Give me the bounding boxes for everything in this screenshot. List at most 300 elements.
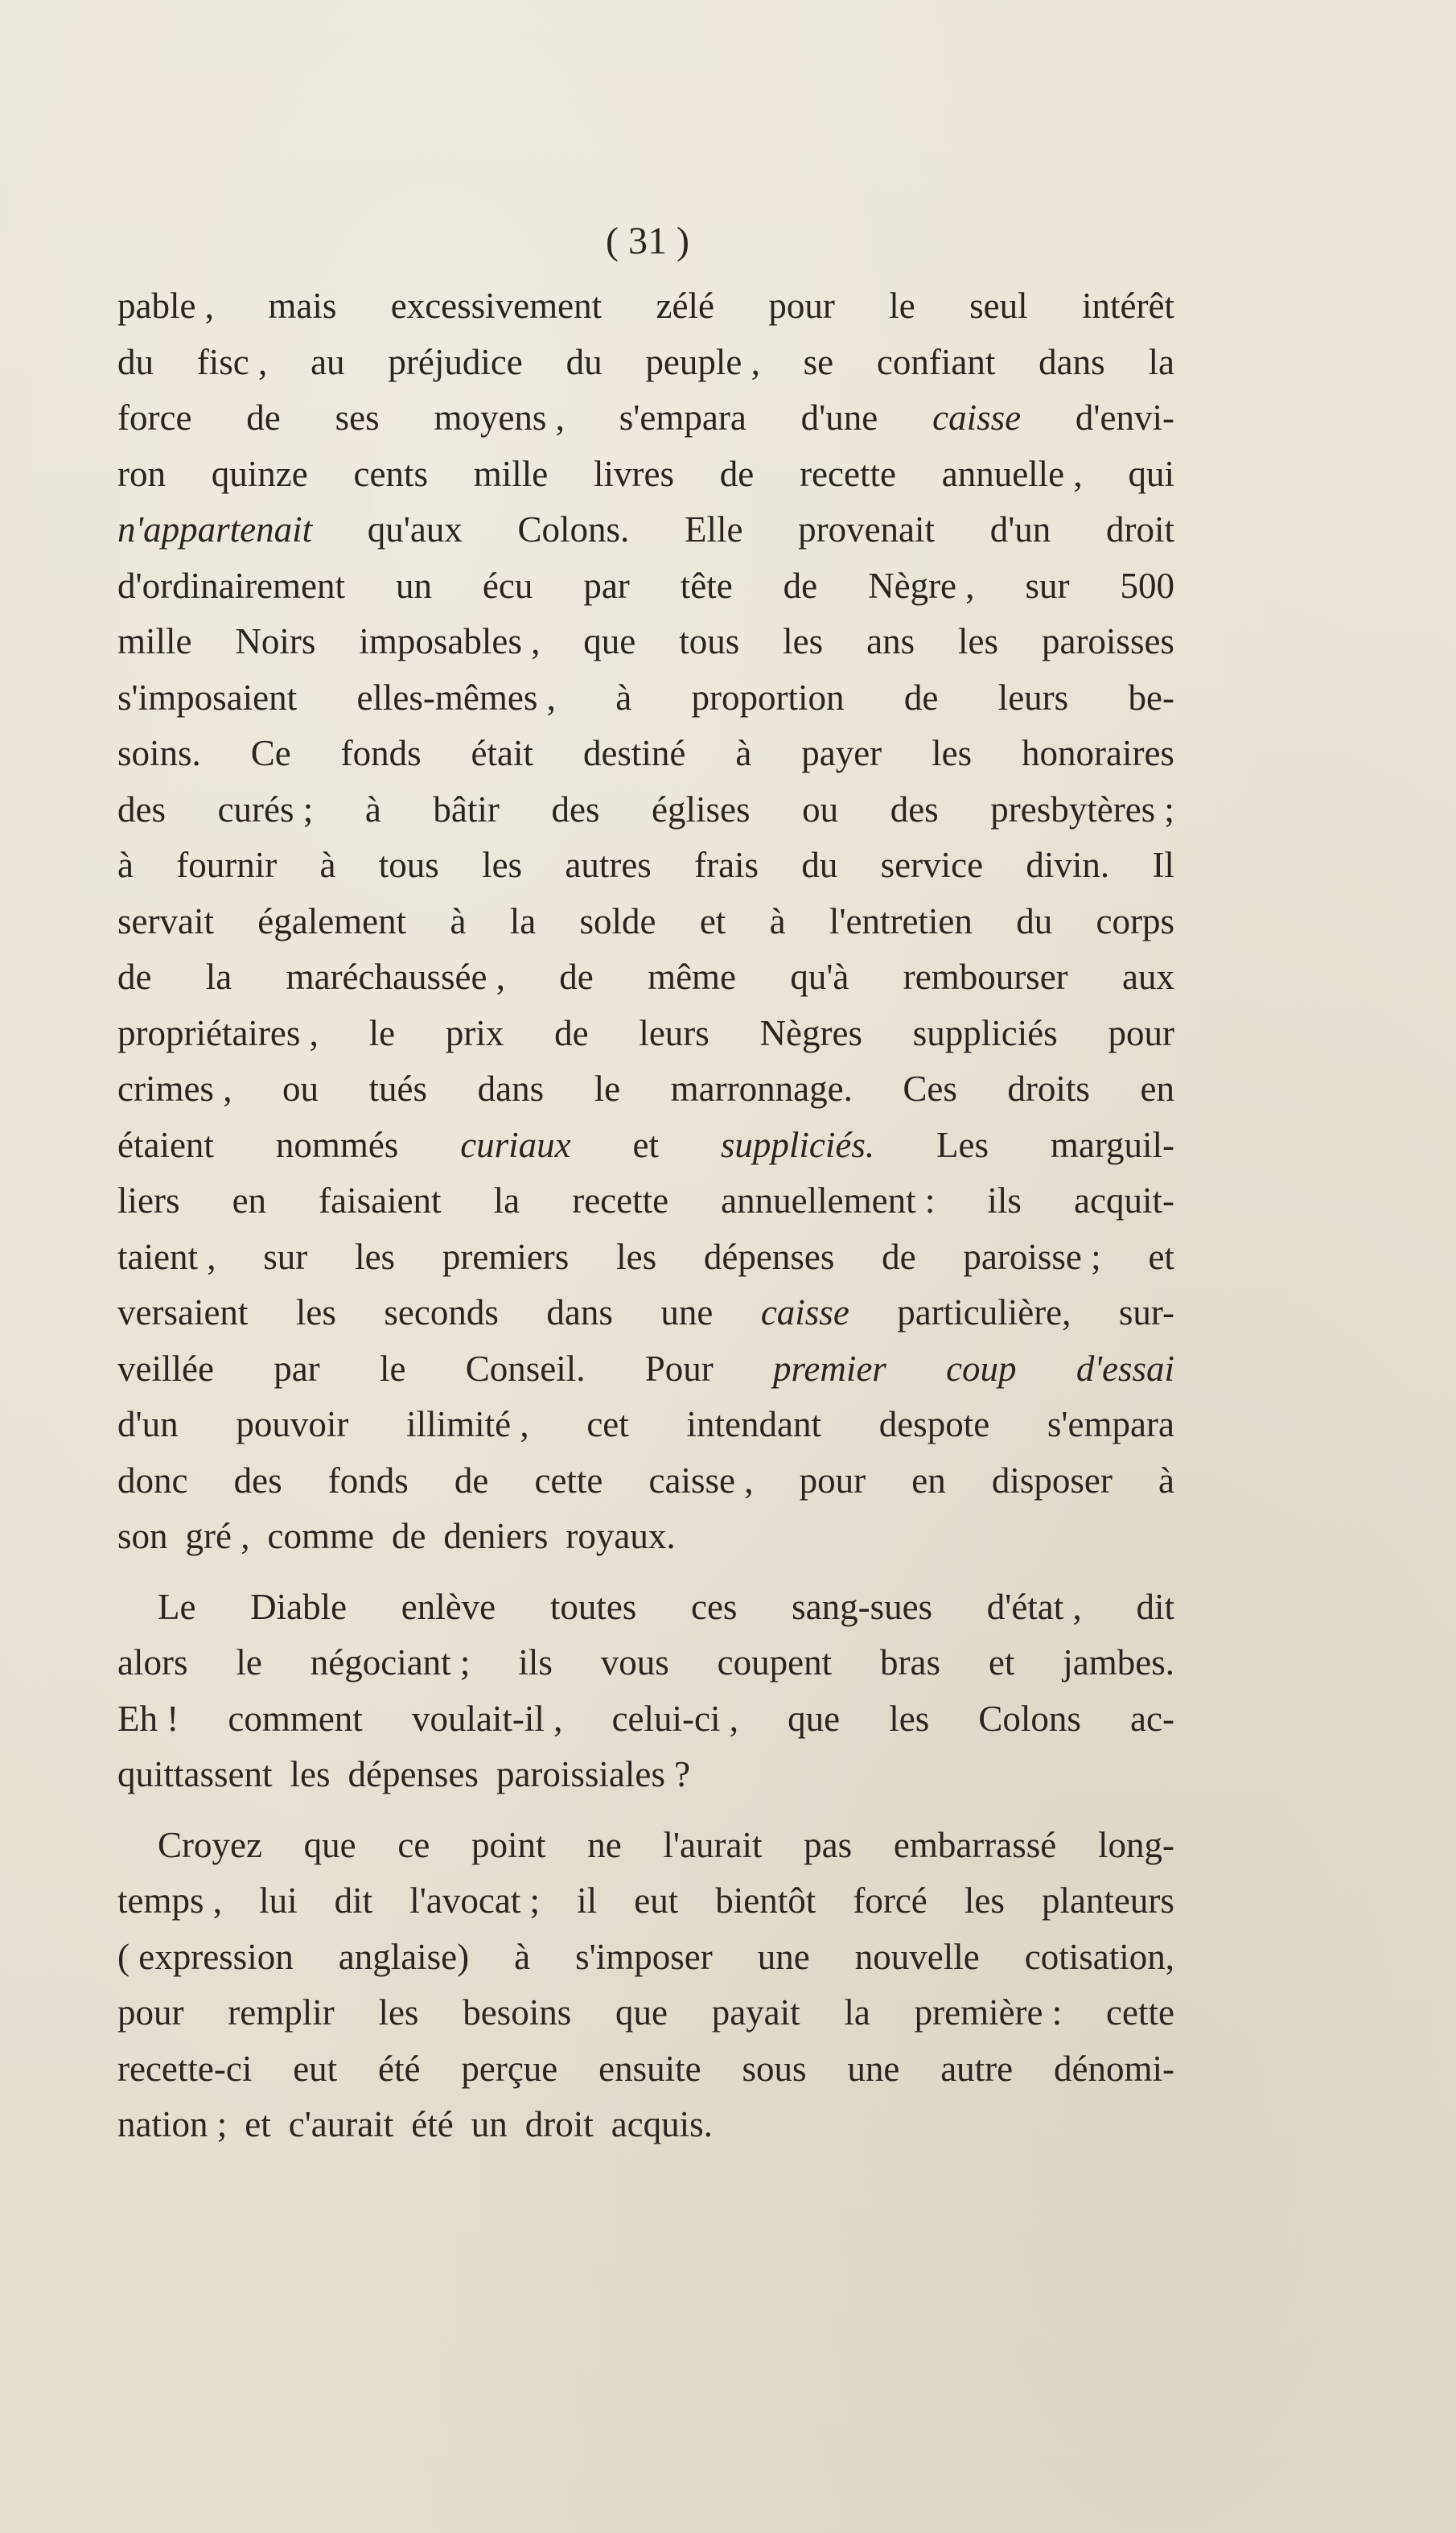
word: en [232,1180,267,1221]
word: un [471,2104,508,2144]
word: Elle [684,509,743,550]
word: frais [694,845,759,885]
word: les [783,621,824,661]
word: d'envi- [1075,397,1174,438]
word: étaient [117,1124,214,1165]
text-line [117,1691,1174,1748]
word: le [379,1348,406,1389]
word: qu'aux [367,509,463,550]
word: de [719,453,755,494]
word: en [1140,1069,1174,1109]
word: recette [800,453,896,494]
word: les [964,1880,1005,1921]
word: dénomi- [1053,2048,1174,2089]
word: long- [1097,1824,1174,1865]
text-line [117,726,1174,782]
word: tête [680,565,733,606]
word: du [566,341,603,382]
word: provenait [798,509,936,550]
word: n'appartenait [117,509,313,550]
word: la [493,1180,520,1221]
word: be- [1128,677,1174,718]
word: églises [652,789,751,830]
word: pable , [117,286,214,326]
text-line [117,614,1174,670]
word: quittassent [117,1754,273,1794]
word: moyens , [434,397,565,438]
word: suppliciés [912,1012,1058,1053]
word: dans [477,1069,545,1109]
word: s'empara [1047,1404,1174,1444]
word: Ces [903,1069,957,1109]
word: du [801,845,838,885]
word: qui [1128,453,1174,494]
word: marronnage. [670,1069,853,1109]
word: les [378,1992,419,2033]
text-line [117,1818,1174,1874]
word: service [880,845,984,885]
word: paroissiales ? [496,1754,691,1794]
word: honoraires [1022,733,1174,773]
text-line [117,1118,1174,1174]
word: autre [940,2048,1014,2089]
word: première : [914,1992,1063,2033]
word: à [1158,1460,1174,1501]
word: de [246,397,281,438]
word: coupent [717,1642,833,1682]
word: comme [267,1516,374,1556]
word: eut [634,1880,679,1921]
text-line [117,1985,1174,2041]
word: nation ; [117,2104,228,2144]
word: ron [117,453,166,494]
word: le [368,1012,396,1053]
paragraph [117,1580,1174,1803]
word: une [847,2048,900,2089]
word: des [890,789,939,830]
word: d'état , [986,1586,1082,1627]
word: ils [518,1642,553,1682]
text-line [117,1453,1174,1510]
word: été [411,2104,454,2144]
word: à [450,900,467,941]
word: les [958,621,999,661]
word: droit [1105,509,1174,550]
text-line [117,1509,1174,1565]
word: imposables , [359,621,541,661]
word: donc [117,1460,188,1501]
text-line [117,670,1174,727]
word: premiers [442,1236,570,1277]
word: les [889,1698,930,1739]
word: ses [335,397,380,438]
word: ce [397,1824,430,1865]
word: Noirs [235,621,316,661]
word: autres [565,845,652,885]
word: planteurs [1041,1880,1174,1921]
word: cet [586,1404,629,1444]
word: excessivement [390,286,603,326]
text-line [117,1173,1174,1229]
word: qu'à [790,957,849,997]
word: ac- [1130,1698,1174,1739]
word: bientôt [715,1880,816,1921]
word: fisc , [196,341,268,382]
word: 500 [1120,565,1174,606]
word: même [648,957,737,997]
word: mais [268,286,337,326]
word: et [988,1642,1015,1682]
word: d'une [800,397,878,438]
word: préjudice [388,341,523,382]
word: soins. [117,733,201,773]
word: et [632,1124,660,1165]
word: s'imposer [575,1936,713,1977]
word: que [788,1698,841,1739]
word: comment [228,1698,363,1739]
word: curiaux [460,1124,571,1165]
word: acquit- [1074,1180,1174,1221]
word: droits [1007,1069,1090,1109]
word: sous [742,2048,807,2089]
text-line [117,1341,1174,1398]
word: fournir [176,845,278,885]
word: en [911,1460,946,1501]
word: de [559,957,594,997]
word: servait [117,900,214,941]
word: de [454,1460,489,1501]
word: de [783,565,818,606]
word: et [1148,1236,1174,1277]
word: aux [1121,957,1174,997]
paragraph [117,1818,1174,2153]
word: crimes , [117,1069,232,1109]
word: à [615,677,632,718]
word: par [583,565,630,606]
word: que [303,1824,356,1865]
word: seconds [384,1292,499,1332]
word: ne [587,1824,622,1865]
word: tués [368,1069,428,1109]
word: la [205,957,232,997]
word: que [583,621,636,661]
text-line [117,1930,1174,1986]
word: perçue [461,2048,558,2089]
word: illimité , [406,1404,529,1444]
word: nommés [275,1124,399,1165]
word: liers [117,1180,180,1221]
word: Conseil. [465,1348,586,1389]
word: également [257,900,407,941]
text-line [117,502,1174,558]
word: versaient [117,1292,249,1332]
word: d'un [117,1404,179,1444]
word: recette-ci [117,2048,253,2089]
word: temps , [117,1880,222,1921]
word: bâtir [433,789,500,830]
word: mille [473,453,549,494]
word: lui [259,1880,298,1921]
word: une [757,1936,810,1977]
word: ensuite [598,2048,701,2089]
word: confiant [876,341,996,382]
word: cents [353,453,428,494]
text-line [117,2041,1174,2098]
word: payait [711,1992,800,2033]
word: pouvoir [236,1404,349,1444]
word: besoins [463,1992,572,2033]
text-line [117,1285,1174,1341]
word: du [1016,900,1053,941]
word: pour [117,1992,184,2033]
word: annuelle , [941,453,1083,494]
word: point [471,1824,546,1865]
word: Diable [250,1586,348,1627]
word: pour [799,1460,866,1501]
word: des [117,789,166,830]
word: gré , [185,1516,250,1556]
word: faisaient [319,1180,442,1221]
word: destiné [582,733,686,773]
word: maréchaussée , [286,957,505,997]
word: recette [572,1180,669,1221]
text-line [117,1061,1174,1118]
word: ( expression [117,1936,294,1977]
text-line [117,1747,1174,1803]
word: paroisse ; [963,1236,1101,1277]
word: la [1148,341,1174,382]
word: tous [679,621,740,661]
word: Nègre , [868,565,975,606]
text-line [117,782,1174,838]
text-line [117,335,1174,391]
word: des [233,1460,282,1501]
word: Il [1152,845,1174,885]
text-line [117,390,1174,447]
word: divin. [1026,845,1110,885]
word: leurs [639,1012,709,1053]
word: et [699,900,726,941]
word: à [319,845,336,885]
word: coup [946,1348,1017,1389]
word: le [594,1069,621,1109]
word: Les [936,1124,989,1165]
word: à [364,789,381,830]
word: seul [969,286,1028,326]
word: premier [773,1348,886,1389]
word: du [117,341,154,382]
word: pas [804,1824,853,1865]
text-line [117,1397,1174,1453]
word: ou [802,789,839,830]
text-line [117,1580,1174,1636]
word: et [245,2104,271,2144]
word: fonds [327,1460,409,1501]
word: les [295,1292,336,1332]
word: ils [987,1180,1022,1221]
word: presbytères ; [990,789,1174,830]
word: bras [880,1642,940,1682]
word: peuple , [645,341,760,382]
word: livres [594,453,675,494]
word: se [803,341,834,382]
word: quinze [211,453,308,494]
word: écu [482,565,533,606]
word: royaux. [566,1516,676,1556]
word: vous [600,1642,669,1682]
word: ou [282,1069,319,1109]
text-line [117,558,1174,615]
word: acquis. [611,2104,713,2144]
word: caisse [932,397,1022,438]
word: s'empara [619,397,747,438]
word: le [889,286,915,326]
word: solde [579,900,656,941]
word: dit [1136,1586,1174,1627]
word: deniers [443,1516,549,1556]
word: zélé [656,286,714,326]
word: propriétaires , [117,1012,319,1053]
word: toutes [549,1586,637,1627]
word: rembourser [903,957,1068,997]
word: voulait-il , [411,1698,563,1739]
word: curés ; [217,789,314,830]
word: embarrassé [893,1824,1057,1865]
word: l'entretien [829,900,973,941]
word: caisse , [648,1460,754,1501]
word: à [769,900,786,941]
word: taient , [117,1236,216,1277]
word: forcé [853,1880,927,1921]
word: l'aurait [663,1824,763,1865]
word: les [616,1236,657,1277]
word: Croyez [158,1824,262,1865]
word: les [355,1236,396,1277]
word: Eh ! [117,1698,179,1739]
word: proportion [691,677,845,718]
word: un [395,565,432,606]
word: d'un [989,509,1051,550]
word: il [577,1880,598,1921]
word: alors [117,1642,188,1682]
word: d'ordinairement [117,565,346,606]
word: dépenses [348,1754,479,1794]
word: l'avocat ; [409,1880,541,1921]
word: à [117,845,134,885]
text-line [117,894,1174,950]
word: dit [334,1880,373,1921]
word: droit [524,2104,594,2144]
word: particulière, [897,1292,1071,1332]
word: corps [1096,900,1174,941]
word: négociant ; [310,1642,471,1682]
page-number: ( 31 ) [606,220,689,262]
word: de [391,1516,426,1556]
word: de [117,957,152,997]
word: à [514,1936,531,1977]
word: caisse [760,1292,849,1332]
word: enlève [401,1586,496,1627]
word: les [482,845,523,885]
word: eut [293,2048,338,2089]
word: au [311,341,345,382]
word: suppliciés. [720,1124,875,1165]
word: leurs [997,677,1069,718]
word: par [274,1348,320,1389]
word: dépenses [703,1236,835,1277]
word: d'essai [1076,1348,1174,1389]
word: ces [690,1586,738,1627]
word: s'imposaient [117,677,298,718]
text-line [117,1635,1174,1691]
text-line [117,1873,1174,1930]
word: Ce [250,733,291,773]
word: pour [768,286,835,326]
word: les [290,1754,331,1794]
word: despote [878,1404,990,1444]
word: que [615,1992,668,2033]
word: de [882,1236,916,1277]
word: cotisation, [1024,1936,1174,1977]
word: sur [1025,565,1070,606]
word: été [378,2048,421,2089]
body-text [117,278,1174,2153]
word: anglaise) [338,1936,470,1977]
word: fonds [340,733,422,773]
word: payer [801,733,882,773]
word: de [903,677,939,718]
word: jambes. [1063,1642,1174,1682]
paragraph [117,278,1174,1565]
text-line [117,1229,1174,1286]
text-line [117,949,1174,1006]
word: intendant [686,1404,821,1444]
word: elles-mêmes , [356,677,556,718]
word: à [735,733,752,773]
word: dans [546,1292,613,1332]
word: mille [117,621,192,661]
word: cette [1106,1992,1174,2033]
word: le [236,1642,262,1682]
word: sur [263,1236,308,1277]
word: celui-ci , [611,1698,738,1739]
word: paroisses [1041,621,1174,661]
word: annuellement : [721,1180,936,1221]
word: Pour [644,1348,714,1389]
text-line [117,447,1174,503]
text-line [117,2097,1174,2153]
word: veillée [117,1348,214,1389]
word: dans [1039,341,1105,382]
word: pour [1108,1012,1174,1053]
word: une [660,1292,714,1332]
text-line [117,1006,1174,1062]
word: disposer [991,1460,1113,1501]
word: sang-sues [792,1586,933,1627]
word: Colons [978,1698,1081,1739]
word: Colons. [517,509,630,550]
word: prix [445,1012,504,1053]
text-line [117,278,1174,335]
word: était [471,733,534,773]
word: ans [866,621,915,661]
word: de [554,1012,589,1053]
word: marguil- [1050,1124,1174,1165]
text-line [117,838,1174,894]
word: Nègres [759,1012,862,1053]
word: les [932,733,973,773]
word: c'aurait [288,2104,394,2144]
